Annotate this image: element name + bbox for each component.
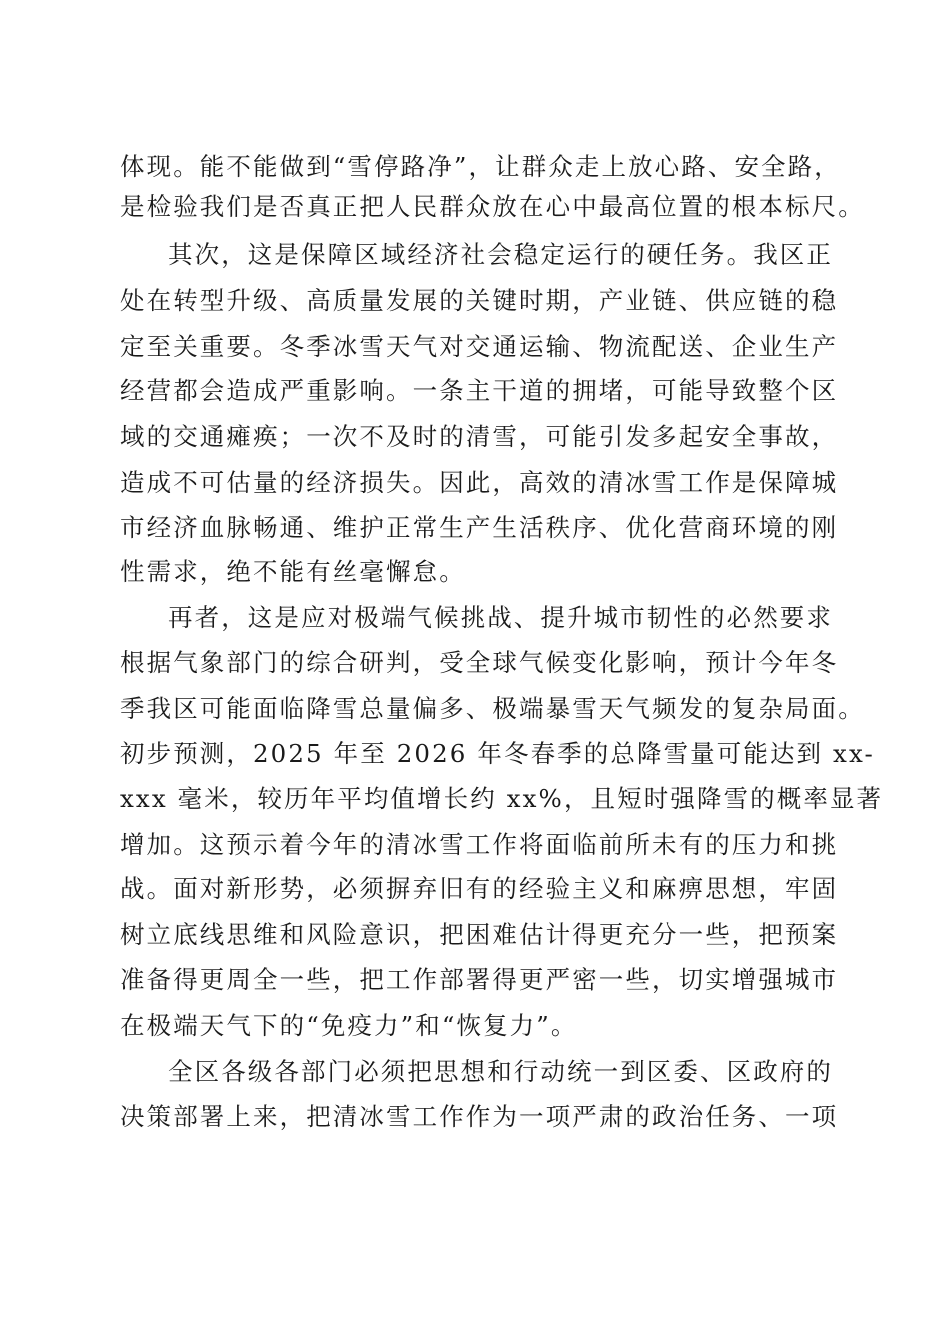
text-line: 初步预测，2025 年至 2026 年冬春季的总降雪量可能达到 xx-: [120, 739, 875, 768]
text-line: 性需求，绝不能有丝毫懈怠。: [120, 557, 466, 586]
text-line: 战。面对新形势，必须摒弃旧有的经验主义和麻痹思想，牢固: [120, 874, 839, 903]
text-line: 体现。能不能做到“雪停路净”，让群众走上放心路、安全路，: [120, 152, 841, 181]
text-line: 增加。这预示着今年的清冰雪工作将面临前所未有的压力和挑: [120, 830, 839, 859]
text-line: 树立底线思维和风险意识，把困难估计得更充分一些，把预案: [120, 920, 839, 949]
text-line: 市经济血脉畅通、维护正常生产生活秩序、优化营商环境的刚: [120, 513, 839, 542]
paragraph-first-line: 其次，这是保障区域经济社会稳定运行的硬任务。我区正: [168, 240, 833, 269]
text-line: 经营都会造成严重影响。一条主干道的拥堵，可能导致整个区: [120, 376, 839, 405]
text-line: 决策部署上来，把清冰雪工作作为一项严肃的政治任务、一项: [120, 1102, 839, 1131]
text-line: 准备得更周全一些，把工作部署得更严密一些，切实增强城市: [120, 965, 839, 994]
text-line: 域的交通瘫痪；一次不及时的清雪，可能引发多起安全事故，: [120, 422, 839, 451]
text-line: 处在转型升级、高质量发展的关键时期，产业链、供应链的稳: [120, 286, 839, 315]
text-line: 造成不可估量的经济损失。因此，高效的清冰雪工作是保障城: [120, 468, 839, 497]
text-line: xxx 毫米，较历年平均值增长约 xx%，且短时强降雪的概率显著: [120, 784, 884, 813]
paragraph-first-line: 再者，这是应对极端气候挑战、提升城市韧性的必然要求: [168, 603, 833, 632]
paragraph-first-line: 全区各级各部门必须把思想和行动统一到区委、区政府的: [168, 1057, 833, 1086]
text-line: 在极端天气下的“免疫力”和“恢复力”。: [120, 1011, 578, 1040]
text-line: 季我区可能面临降雪总量偏多、极端暴雪天气频发的复杂局面。: [120, 694, 865, 723]
text-line: 定至关重要。冬季冰雪天气对交通运输、物流配送、企业生产: [120, 332, 839, 361]
text-line: 根据气象部门的综合研判，受全球气候变化影响，预计今年冬: [120, 648, 839, 677]
text-line: 是检验我们是否真正把人民群众放在心中最高位置的根本标尺。: [120, 192, 865, 221]
